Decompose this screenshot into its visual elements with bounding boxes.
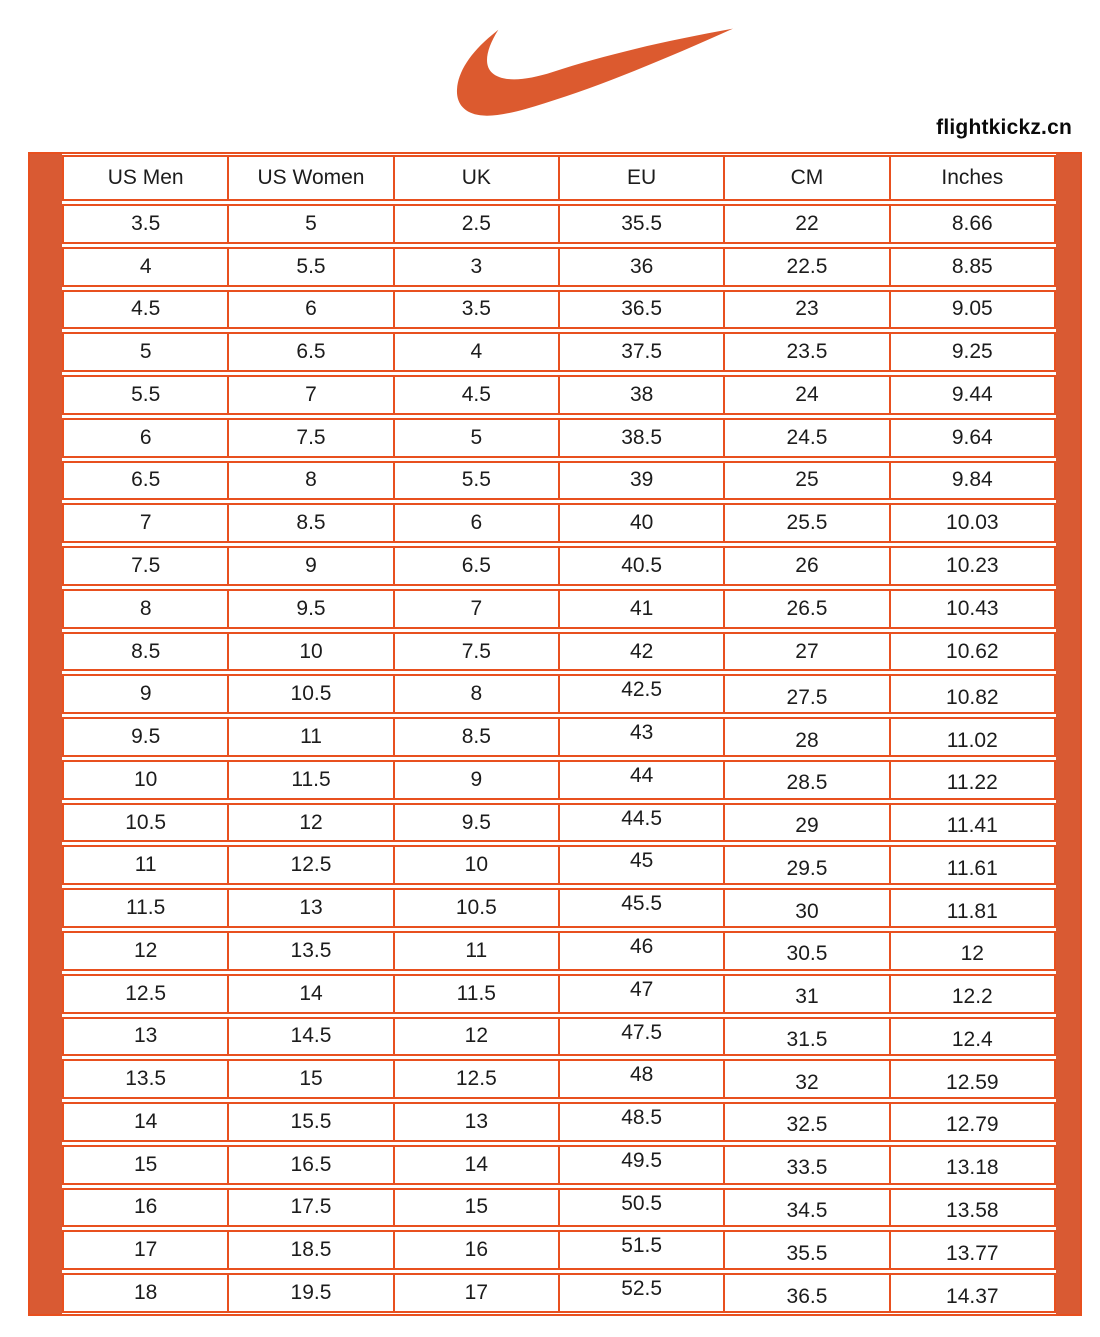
table-row bbox=[62, 931, 1056, 971]
table-row bbox=[62, 204, 1056, 244]
table-row bbox=[62, 1145, 1056, 1185]
cell-eu: 49.5 bbox=[560, 1147, 725, 1183]
cell-us-men: 7.5 bbox=[64, 548, 229, 584]
cell-us-men: 3.5 bbox=[64, 206, 229, 242]
cell-cm: 25.5 bbox=[725, 505, 890, 541]
cell-us-men: 18 bbox=[64, 1275, 229, 1311]
cell-eu: 43 bbox=[560, 719, 725, 755]
cell-cm: 25 bbox=[725, 463, 890, 499]
cell-eu: 35.5 bbox=[560, 206, 725, 242]
header-eu: EU bbox=[560, 157, 725, 199]
cell-inches: 11.61 bbox=[946, 856, 998, 880]
cell-us-women: 12.5 bbox=[229, 847, 394, 883]
cell-inches: 10.62 bbox=[946, 639, 999, 663]
table-row bbox=[62, 760, 1056, 800]
cell-eu: 51.5 bbox=[560, 1232, 725, 1268]
cell-uk: 2.5 bbox=[395, 206, 560, 242]
cell-inches: 13.77 bbox=[946, 1241, 999, 1265]
cell-us-women: 11 bbox=[229, 719, 394, 755]
cell-cm: 27.5 bbox=[725, 676, 890, 712]
cell-eu: 38 bbox=[560, 377, 725, 413]
cell-cm: 26.5 bbox=[725, 591, 890, 627]
cell-us-men: 7 bbox=[64, 505, 229, 541]
cell-inches: 12 bbox=[960, 942, 984, 966]
table-row bbox=[62, 1059, 1056, 1099]
cell-eu: 41 bbox=[560, 591, 725, 627]
cell-us-men: 4.5 bbox=[64, 292, 229, 328]
cell-inches: 10.82 bbox=[946, 685, 999, 709]
cell-uk: 17 bbox=[395, 1275, 560, 1311]
cell-cm: 31.5 bbox=[725, 1019, 890, 1055]
table-row bbox=[62, 290, 1056, 330]
cell-inches: 12.2 bbox=[951, 985, 993, 1009]
cell-inches: 12.4 bbox=[951, 1027, 993, 1051]
cell-eu: 47 bbox=[560, 976, 725, 1012]
cell-eu: 36.5 bbox=[560, 292, 725, 328]
cell-uk: 11 bbox=[395, 933, 560, 969]
cell-eu: 40.5 bbox=[560, 548, 725, 584]
cell-cm: 26 bbox=[725, 548, 890, 584]
table-row bbox=[62, 845, 1056, 885]
cell-cm: 29.5 bbox=[725, 847, 890, 883]
cell-us-women: 6 bbox=[229, 292, 394, 328]
cell-uk: 9.5 bbox=[395, 805, 560, 841]
cell-cm: 35.5 bbox=[725, 1232, 890, 1268]
table-row bbox=[62, 1230, 1056, 1270]
cell-inches: 13.58 bbox=[946, 1198, 999, 1222]
cell-us-women: 15 bbox=[229, 1061, 394, 1097]
cell-us-women: 19.5 bbox=[229, 1275, 394, 1311]
cell-inches: 9.05 bbox=[951, 297, 993, 321]
cell-us-men: 9 bbox=[64, 676, 229, 712]
header-uk: UK bbox=[395, 157, 560, 199]
cell-us-men: 6.5 bbox=[64, 463, 229, 499]
cell-cm: 22 bbox=[725, 206, 890, 242]
cell-inches: 11.22 bbox=[946, 771, 998, 795]
cell-us-women: 6.5 bbox=[229, 334, 394, 370]
cell-eu: 46 bbox=[560, 933, 725, 969]
cell-us-women: 10.5 bbox=[229, 676, 394, 712]
cell-cm: 31 bbox=[725, 976, 890, 1012]
cell-uk: 3.5 bbox=[395, 292, 560, 328]
cell-inches: 11.41 bbox=[946, 814, 998, 838]
nike-swoosh-icon bbox=[452, 26, 734, 120]
cell-cm: 32.5 bbox=[725, 1104, 890, 1140]
cell-us-men: 9.5 bbox=[64, 719, 229, 755]
cell-eu: 42.5 bbox=[560, 676, 725, 712]
table-row bbox=[62, 247, 1056, 287]
table-row bbox=[62, 375, 1056, 415]
cell-eu: 45.5 bbox=[560, 890, 725, 926]
cell-us-men: 8.5 bbox=[64, 634, 229, 670]
header-us-women: US Women bbox=[229, 157, 394, 199]
cell-uk: 12 bbox=[395, 1019, 560, 1055]
right-orange-strip bbox=[1056, 154, 1080, 1314]
cell-us-men: 12.5 bbox=[64, 976, 229, 1012]
header-row bbox=[62, 155, 1056, 201]
table-row bbox=[62, 974, 1056, 1014]
cell-us-men: 10.5 bbox=[64, 805, 229, 841]
cell-uk: 5 bbox=[395, 420, 560, 456]
cell-uk: 10.5 bbox=[395, 890, 560, 926]
cell-inches: 10.03 bbox=[946, 511, 999, 535]
cell-uk: 16 bbox=[395, 1232, 560, 1268]
cell-inches: 9.84 bbox=[951, 468, 993, 492]
cell-eu: 38.5 bbox=[560, 420, 725, 456]
cell-inches: 11.81 bbox=[946, 899, 998, 923]
header-cm: CM bbox=[725, 157, 890, 199]
header-inches: Inches bbox=[941, 166, 1004, 189]
cell-uk: 4 bbox=[395, 334, 560, 370]
cell-us-women: 16.5 bbox=[229, 1147, 394, 1183]
cell-eu: 45 bbox=[560, 847, 725, 883]
left-orange-strip bbox=[30, 154, 62, 1314]
cell-us-women: 15.5 bbox=[229, 1104, 394, 1140]
cell-eu: 52.5 bbox=[560, 1275, 725, 1311]
cell-eu: 40 bbox=[560, 505, 725, 541]
cell-inches: 9.64 bbox=[951, 425, 993, 449]
cell-uk: 6.5 bbox=[395, 548, 560, 584]
cell-inches: 9.25 bbox=[951, 340, 993, 364]
table-row bbox=[62, 589, 1056, 629]
cell-inches: 11.02 bbox=[946, 728, 998, 752]
cell-us-women: 18.5 bbox=[229, 1232, 394, 1268]
cell-inches: 12.59 bbox=[946, 1070, 999, 1094]
nike-swoosh-logo bbox=[452, 26, 734, 120]
table-row bbox=[62, 418, 1056, 458]
cell-us-men: 6 bbox=[64, 420, 229, 456]
cell-us-men: 16 bbox=[64, 1190, 229, 1226]
cell-us-men: 13.5 bbox=[64, 1061, 229, 1097]
cell-cm: 30 bbox=[725, 890, 890, 926]
table-row bbox=[62, 332, 1056, 372]
cell-eu: 44.5 bbox=[560, 805, 725, 841]
cell-cm: 34.5 bbox=[725, 1190, 890, 1226]
cell-us-women: 12 bbox=[229, 805, 394, 841]
cell-us-women: 5.5 bbox=[229, 249, 394, 285]
cell-inches: 8.66 bbox=[951, 211, 993, 235]
cell-cm: 24 bbox=[725, 377, 890, 413]
cell-cm: 30.5 bbox=[725, 933, 890, 969]
cell-us-men: 8 bbox=[64, 591, 229, 627]
cell-eu: 44 bbox=[560, 762, 725, 798]
table-row bbox=[62, 674, 1056, 714]
cell-inches: 9.44 bbox=[951, 382, 993, 406]
cell-us-men: 5 bbox=[64, 334, 229, 370]
cell-uk: 15 bbox=[395, 1190, 560, 1226]
cell-us-men: 14 bbox=[64, 1104, 229, 1140]
cell-uk: 14 bbox=[395, 1147, 560, 1183]
cell-uk: 7.5 bbox=[395, 634, 560, 670]
cell-uk: 5.5 bbox=[395, 463, 560, 499]
cell-us-women: 13 bbox=[229, 890, 394, 926]
cell-us-women: 11.5 bbox=[229, 762, 394, 798]
cell-uk: 7 bbox=[395, 591, 560, 627]
cell-inches: 14.37 bbox=[946, 1284, 999, 1308]
table-row bbox=[62, 461, 1056, 501]
cell-uk: 4.5 bbox=[395, 377, 560, 413]
cell-us-men: 17 bbox=[64, 1232, 229, 1268]
cell-us-women: 9.5 bbox=[229, 591, 394, 627]
cell-us-women: 17.5 bbox=[229, 1190, 394, 1226]
cell-us-women: 9 bbox=[229, 548, 394, 584]
cell-us-men: 12 bbox=[64, 933, 229, 969]
cell-uk: 13 bbox=[395, 1104, 560, 1140]
table-row bbox=[62, 546, 1056, 586]
table-row bbox=[62, 503, 1056, 543]
cell-cm: 27 bbox=[725, 634, 890, 670]
cell-eu: 36 bbox=[560, 249, 725, 285]
size-chart-table bbox=[28, 152, 1082, 1316]
cell-us-women: 14 bbox=[229, 976, 394, 1012]
cell-eu: 42 bbox=[560, 634, 725, 670]
cell-cm: 28.5 bbox=[725, 762, 890, 798]
cell-eu: 50.5 bbox=[560, 1190, 725, 1226]
table-row bbox=[62, 1273, 1056, 1313]
cell-eu: 47.5 bbox=[560, 1019, 725, 1055]
cell-us-women: 7.5 bbox=[229, 420, 394, 456]
cell-inches: 10.43 bbox=[946, 596, 999, 620]
cell-us-women: 13.5 bbox=[229, 933, 394, 969]
cell-us-men: 10 bbox=[64, 762, 229, 798]
cell-us-women: 10 bbox=[229, 634, 394, 670]
cell-us-women: 8 bbox=[229, 463, 394, 499]
cell-uk: 3 bbox=[395, 249, 560, 285]
table-row bbox=[62, 717, 1056, 757]
table-row bbox=[62, 1017, 1056, 1057]
site-name-text: flightkickz.cn bbox=[936, 116, 1072, 139]
cell-us-women: 7 bbox=[229, 377, 394, 413]
cell-us-women: 5 bbox=[229, 206, 394, 242]
cell-uk: 9 bbox=[395, 762, 560, 798]
cell-us-women: 14.5 bbox=[229, 1019, 394, 1055]
cell-cm: 29 bbox=[725, 805, 890, 841]
cell-cm: 23.5 bbox=[725, 334, 890, 370]
cell-cm: 32 bbox=[725, 1061, 890, 1097]
cell-cm: 22.5 bbox=[725, 249, 890, 285]
cell-uk: 10 bbox=[395, 847, 560, 883]
cell-eu: 39 bbox=[560, 463, 725, 499]
cell-us-men: 13 bbox=[64, 1019, 229, 1055]
cell-eu: 48.5 bbox=[560, 1104, 725, 1140]
cell-uk: 6 bbox=[395, 505, 560, 541]
cell-us-men: 11 bbox=[64, 847, 229, 883]
table-row bbox=[62, 1188, 1056, 1228]
cell-inches: 8.85 bbox=[951, 254, 993, 278]
cell-cm: 23 bbox=[725, 292, 890, 328]
cell-uk: 8.5 bbox=[395, 719, 560, 755]
cell-uk: 12.5 bbox=[395, 1061, 560, 1097]
cell-us-men: 11.5 bbox=[64, 890, 229, 926]
size-table-grid bbox=[62, 154, 1056, 1314]
table-row bbox=[62, 888, 1056, 928]
cell-us-men: 15 bbox=[64, 1147, 229, 1183]
cell-us-men: 4 bbox=[64, 249, 229, 285]
cell-inches: 10.23 bbox=[946, 554, 999, 577]
cell-eu: 48 bbox=[560, 1061, 725, 1097]
cell-cm: 33.5 bbox=[725, 1147, 890, 1183]
cell-inches: 13.18 bbox=[946, 1156, 999, 1180]
table-row bbox=[62, 803, 1056, 843]
cell-us-men: 5.5 bbox=[64, 377, 229, 413]
cell-inches: 12.79 bbox=[946, 1113, 999, 1137]
cell-cm: 24.5 bbox=[725, 420, 890, 456]
table-row bbox=[62, 632, 1056, 672]
cell-cm: 28 bbox=[725, 719, 890, 755]
cell-uk: 11.5 bbox=[395, 976, 560, 1012]
cell-cm: 36.5 bbox=[725, 1275, 890, 1311]
cell-uk: 8 bbox=[395, 676, 560, 712]
header-us-men: US Men bbox=[64, 157, 229, 199]
cell-us-women: 8.5 bbox=[229, 505, 394, 541]
table-row bbox=[62, 1102, 1056, 1142]
cell-eu: 37.5 bbox=[560, 334, 725, 370]
